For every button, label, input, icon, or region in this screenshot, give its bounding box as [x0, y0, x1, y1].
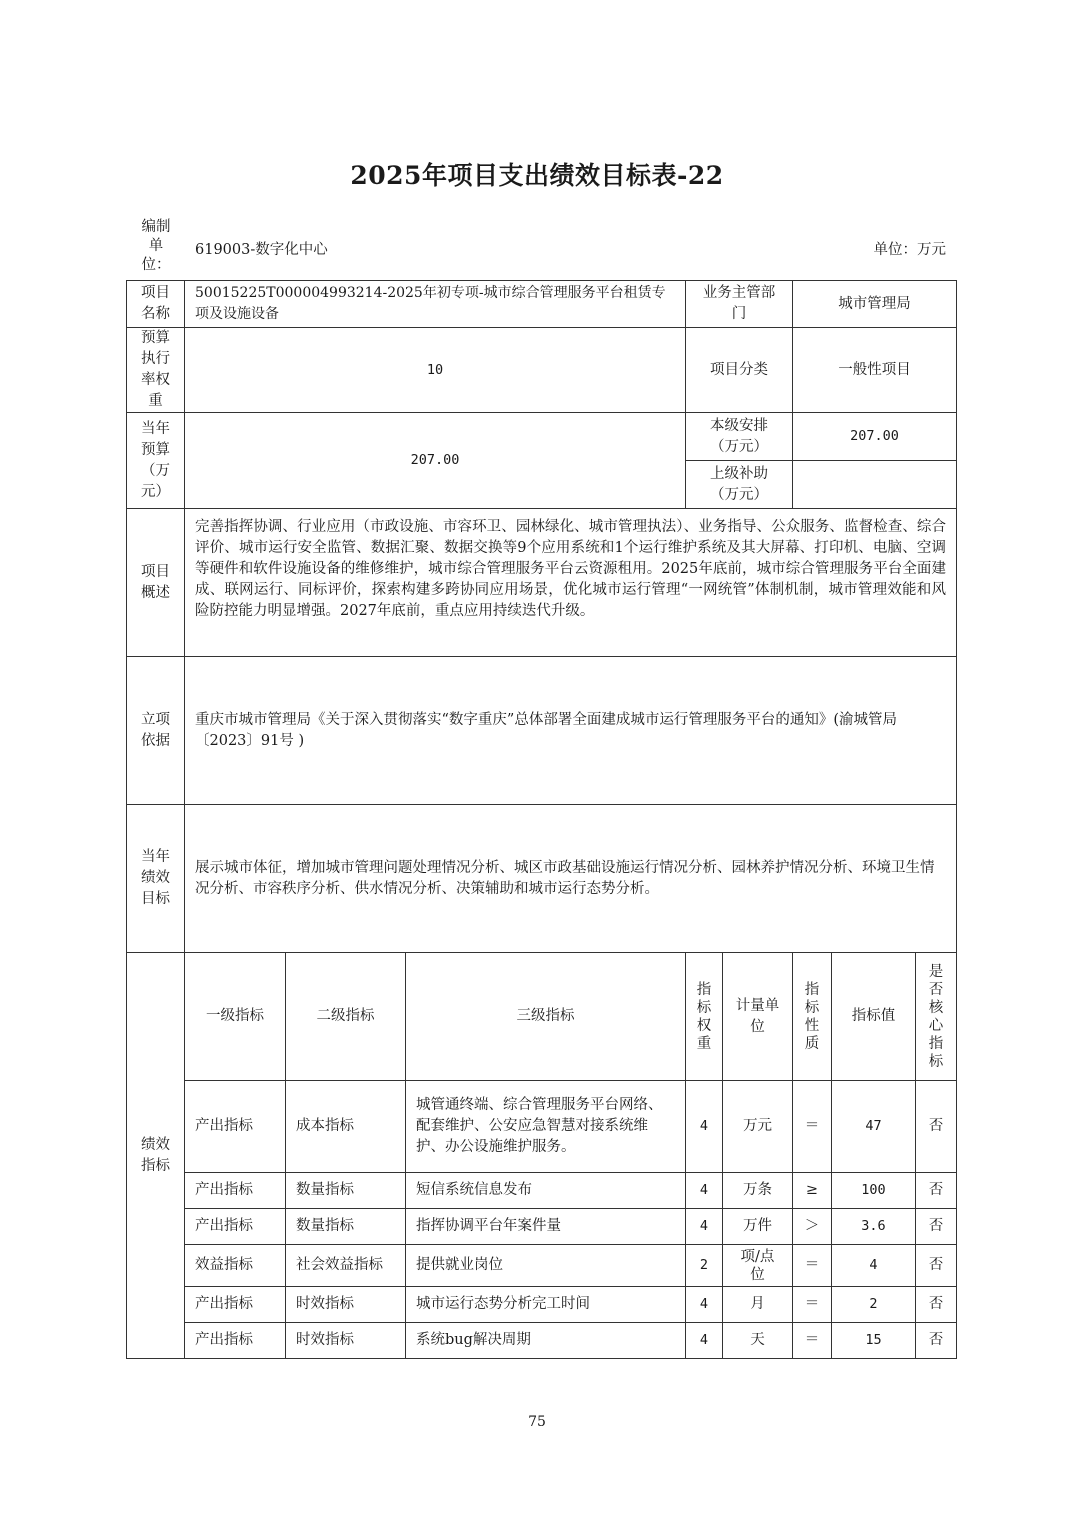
cell-nature: ＞ [792, 1208, 832, 1245]
cell-level3: 短信系统信息发布 [405, 1172, 686, 1209]
cell-unit: 项/点位 [722, 1244, 793, 1287]
cell-level1: 效益指标 [184, 1244, 286, 1287]
cell-unit: 月 [722, 1286, 793, 1323]
cell-value: 2 [831, 1286, 916, 1323]
cell-weight: 4 [685, 1286, 723, 1323]
weight-value: 10 [184, 327, 686, 413]
dept-label: 业务主管部门 [685, 280, 793, 328]
cell-level1: 产出指标 [184, 1080, 286, 1173]
cell-nature: ≥ [792, 1172, 832, 1209]
cell-weight: 4 [685, 1172, 723, 1209]
cell-core: 否 [915, 1322, 957, 1359]
budget-value: 207.00 [184, 412, 686, 509]
cell-unit: 天 [722, 1322, 793, 1359]
goal-label: 当年绩效目标 [126, 804, 185, 953]
cell-nature: ＝ [792, 1322, 832, 1359]
cell-unit: 万元 [722, 1080, 793, 1173]
cell-level3: 系统bug解决周期 [405, 1322, 686, 1359]
cell-level2: 时效指标 [285, 1322, 406, 1359]
page-title: 2025年项目支出绩效目标表-22 [350, 161, 724, 190]
cell-nature: ＝ [792, 1286, 832, 1323]
cell-level3: 指挥协调平台年案件量 [405, 1208, 686, 1245]
project-name-label: 项目名称 [126, 280, 185, 328]
cell-core: 否 [915, 1286, 957, 1323]
cell-weight: 4 [685, 1322, 723, 1359]
basis-label: 立项依据 [126, 656, 185, 805]
header-level1: 一级指标 [184, 952, 286, 1081]
weight-label: 预算执行率权重 [126, 327, 185, 413]
cell-level1: 产出指标 [184, 1172, 286, 1209]
cell-level3: 城市运行态势分析完工时间 [405, 1286, 686, 1323]
header-core: 是否核心指标 [915, 952, 957, 1081]
cell-core: 否 [915, 1172, 957, 1209]
header-level2: 二级指标 [285, 952, 406, 1081]
cell-level1: 产出指标 [184, 1208, 286, 1245]
overview-label: 项目概述 [126, 508, 185, 657]
cell-core: 否 [915, 1208, 957, 1245]
cell-level3: 提供就业岗位 [405, 1244, 686, 1287]
org-value: 619003-数字化中心 [195, 242, 328, 258]
category-value: 一般性项目 [792, 327, 957, 413]
header-value: 指标值 [831, 952, 916, 1081]
cell-level1: 产出指标 [184, 1286, 286, 1323]
category-label: 项目分类 [685, 327, 793, 413]
cell-weight: 4 [685, 1208, 723, 1245]
page-number: 75 [528, 1414, 546, 1430]
header-nature: 指标性质 [792, 952, 832, 1081]
header-level3: 三级指标 [405, 952, 686, 1081]
basis-value: 重庆市城市管理局《关于深入贯彻落实“数字重庆”总体部署全面建成城市运行管理服务平台的通知》(渝城管局〔2023〕91号 ) [184, 656, 957, 805]
cell-unit: 万件 [722, 1208, 793, 1245]
subsidy-value [792, 460, 957, 509]
org-label: 编制单位： [141, 219, 171, 273]
cell-value: 100 [831, 1172, 916, 1209]
cell-level1: 产出指标 [184, 1322, 286, 1359]
cell-weight: 4 [685, 1080, 723, 1173]
cell-nature: ＝ [792, 1244, 832, 1287]
cell-level2: 成本指标 [285, 1080, 406, 1173]
cell-level3: 城管通终端、综合管理服务平台网络、配套维护、公安应急智慧对接系统维护、办公设施维护服务。 [405, 1080, 686, 1173]
dept-value: 城市管理局 [792, 280, 957, 328]
project-name-value: 50015225T000004993214-2025年初专项-城市综合管理服务平台租赁专项及设施设备 [184, 280, 686, 328]
indicators-label: 绩效指标 [126, 952, 185, 1359]
budget-label: 当年预算（万元） [126, 412, 185, 509]
subsidy-label: 上级补助（万元） [685, 460, 793, 509]
goal-value: 展示城市体征，增加城市管理问题处理情况分析、城区市政基础设施运行情况分析、园林养护情况分析、环境卫生情况分析、市容秩序分析、供水情况分析、决策辅助和城市运行态势分析。 [184, 804, 957, 953]
cell-core: 否 [915, 1244, 957, 1287]
local-budget-label: 本级安排（万元） [685, 412, 793, 461]
unit-label: 单位：万元 [873, 242, 946, 258]
local-budget-value: 207.00 [792, 412, 957, 461]
cell-level2: 社会效益指标 [285, 1244, 406, 1287]
header-weight: 指标权重 [685, 952, 723, 1081]
cell-value: 3.6 [831, 1208, 916, 1245]
header-unit: 计量单位 [722, 952, 793, 1081]
cell-value: 4 [831, 1244, 916, 1287]
cell-value: 47 [831, 1080, 916, 1173]
cell-unit: 万条 [722, 1172, 793, 1209]
cell-level2: 时效指标 [285, 1286, 406, 1323]
cell-core: 否 [915, 1080, 957, 1173]
cell-value: 15 [831, 1322, 916, 1359]
overview-value: 完善指挥协调、行业应用（市政设施、市容环卫、园林绿化、城市管理执法）、业务指导、公众服务、监督检查、综合评价、城市运行安全监管、数据汇聚、数据交换等9个应用系统和1个运行维护系统及其大屏幕、打印机、电脑、空调等硬件和软件设施设备的维修维护，城市综合管理服务平台云资源租用。2025年底前，城市综合管理服务平台全面建成、联网运行、同标评价，探索构建多跨协同应用场景，优化城市运行管理“一网统管”体制机制，城市管理效能和风险防控能力明显增强。2027年底前，重点应用持续迭代升级。 [184, 508, 957, 657]
cell-level2: 数量指标 [285, 1172, 406, 1209]
cell-weight: 2 [685, 1244, 723, 1287]
cell-level2: 数量指标 [285, 1208, 406, 1245]
cell-nature: ＝ [792, 1080, 832, 1173]
